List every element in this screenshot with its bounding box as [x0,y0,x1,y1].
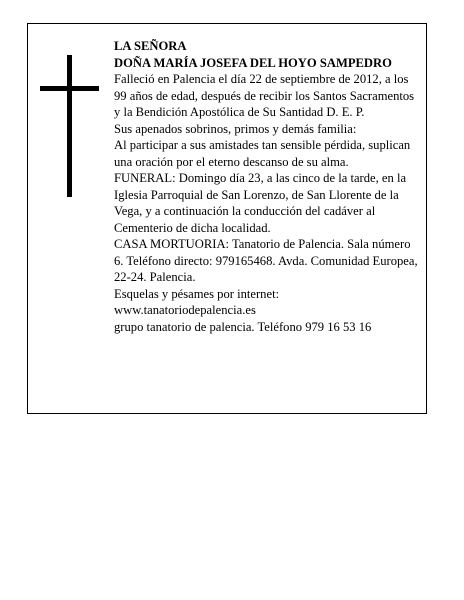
mortuary-paragraph: CASA MORTUORIA: Tanatorio de Palencia. Sala número 6. Teléfono directo: 979165468. Avda. Comunidad Europea, 22-24. Palencia. [114,237,418,284]
request-paragraph: Al participar a sus amistades tan sensible pérdida, suplican una oración por el eterno descanso de su alma. [114,138,411,169]
contact-line: grupo tanatorio de palencia. Teléfono 979 16 53 16 [114,319,372,334]
cross-icon-crossbar [40,86,99,91]
cross-icon [67,55,72,197]
notice-text [114,38,420,335]
title-line-1: LA SEÑORA [114,39,187,53]
death-paragraph: Falleció en Palencia el día 22 de septiembre de 2012, a los 99 años de edad, después de recibir los Santos Sacramentos y la Bendición Apostólica de Su Santidad D. E. P. [114,72,415,119]
deceased-name: DOÑA MARÍA JOSEFA DEL HOYO SAMPEDRO [114,55,392,70]
online-label: Esquelas y pésames por internet: [114,286,280,301]
funeral-paragraph: FUNERAL: Domingo día 23, a las cinco de la tarde, en la Iglesia Parroquial de San Lorenzo, de San Llorente de la Vega, y a continuación la conducción del cadáver al Cementerio de dicha localidad. [114,171,407,235]
obituary-notice [27,23,427,414]
website-link[interactable]: www.tanatoriodepalencia.es [114,303,256,317]
mourners-paragraph: Sus apenados sobrinos, primos y demás familia: [114,121,357,136]
